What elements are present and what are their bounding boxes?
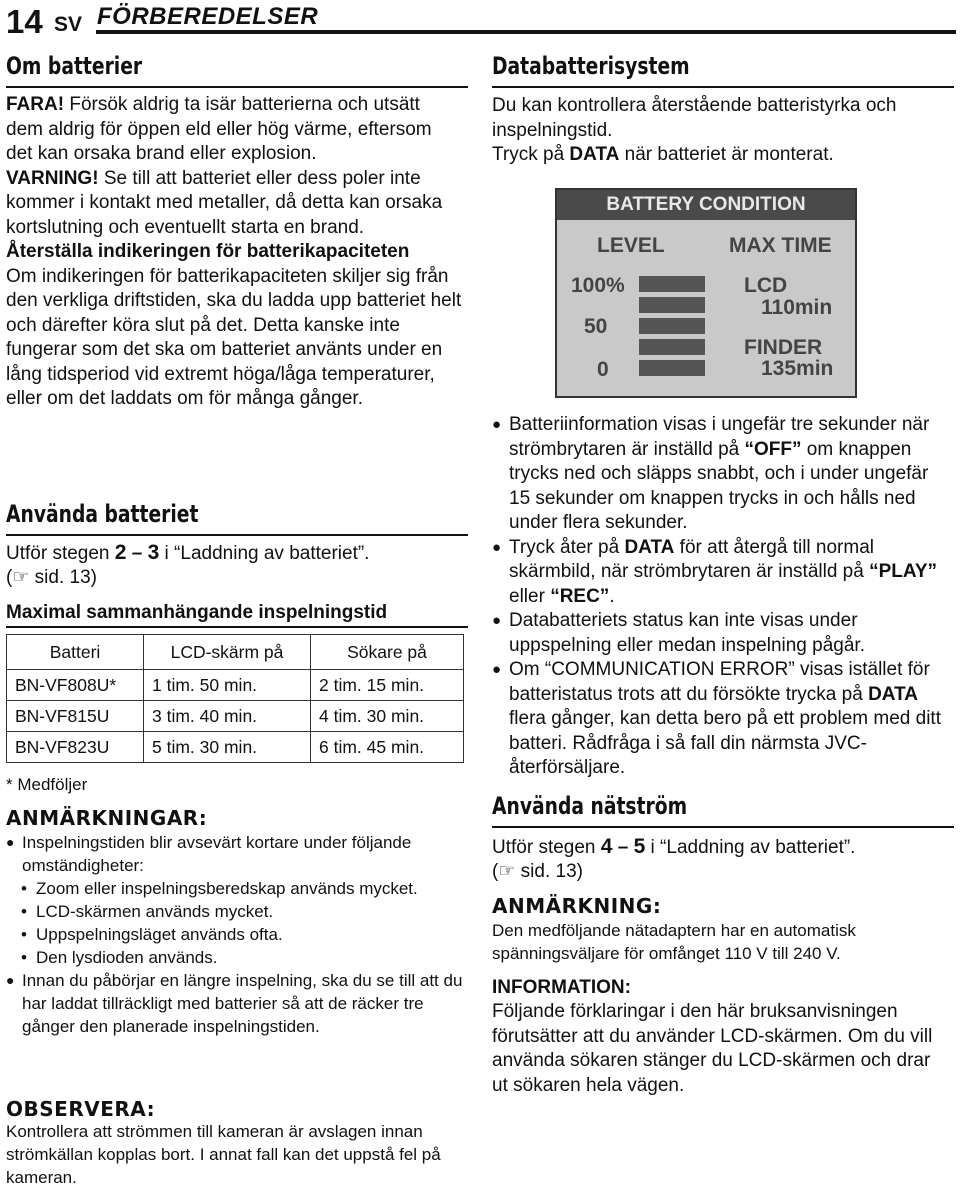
b2-rec: “REC”: [550, 585, 610, 607]
battery-level-segment: [639, 297, 705, 313]
note-subitem: • Zoom eller inspelningsberedskap används mycket.: [6, 877, 466, 900]
b2-end: .: [609, 585, 615, 607]
varning-label: VARNING!: [6, 167, 99, 189]
b1-pre: Batteriinformation visas i ungefär tre sekunder när strömbrytaren är inställd på: [509, 414, 930, 460]
table-title-rule: [6, 626, 468, 628]
section-title: FÖRBEREDELSER: [97, 3, 319, 30]
step-pre: Utför stegen: [6, 543, 115, 564]
b1-off: “OFF”: [744, 438, 802, 460]
b2-play: “PLAY”: [869, 561, 938, 582]
anmarkning-heading: ANMÄRKNING:: [492, 894, 662, 918]
om-batterier-rule: [6, 86, 468, 88]
step-from: 4: [600, 835, 613, 858]
finder-time: 135min: [761, 357, 834, 380]
page-number: 14: [6, 3, 43, 40]
data-note-item: ● Databatteriets status kan inte visas under uppspelning eller medan inspelning pågår.: [492, 609, 952, 658]
table-cell: 6 tim. 45 min.: [311, 732, 464, 763]
level-tick: 100%: [571, 274, 625, 297]
table-header-row: [7, 635, 464, 670]
note-subitem: • Uppspelningsläget används ofta.: [6, 923, 466, 946]
b4-pre: Om “COMMUNICATION ERROR” visas istället för batteristatus trots att du försökte trycka på: [509, 659, 930, 705]
observera-heading: OBSERVERA:: [6, 1097, 156, 1121]
information-text: Följande förklaringar i den här bruksanvisningen förutsätter att du använder LCD-skärmen. Om du vill använda sökaren stänger du LCD-skärmen och drar ut sökaren hela vägen.: [492, 1001, 933, 1096]
varning-text: Se till att batteriet eller dess poler inte kommer i kontakt med metaller, då detta kan orsaka kortslutning och eventuellt starta en brand.: [6, 167, 443, 238]
anmarkning-text: Den medföljande nätadaptern har en automatisk spänningsväljare för omfånget 110 V till 240 V.: [492, 921, 856, 963]
battery-condition-screen: [555, 188, 857, 398]
header-rule: [96, 30, 956, 34]
b4-post: flera gånger, kan detta bero på ett problem med ditt batteri. Rådfråga i så fall din närmsta JVC-återförsäljare.: [509, 708, 941, 778]
b1-post: om knappen trycks ned och släpps snabbt, och i under ungefär 15 sekunder om knappen trycks in och hålls ned under flera sekunder.: [509, 438, 929, 533]
ref-text: sid. 13): [29, 567, 97, 588]
observera-text: Kontrollera att strömmen till kameran är avslagen innan strömkällan kopplas bort. I annat fall kan det uppstå fel på kameran.: [6, 1122, 441, 1187]
b2-pre: Tryck åter på: [509, 536, 625, 558]
b2-mid: för att återgå till normal skärmbild, när strömbrytaren är inställd på: [509, 536, 874, 582]
note-item: ● Innan du påbörjar en längre inspelning, ska du se till att du har laddat tillräckligt med batterier så att de räcker tre gånger den planerade inspelningstiden.: [6, 969, 466, 1038]
table-header-cell: Sökare på: [311, 635, 464, 670]
fara-text: Försök aldrig ta isär batterierna och utsätt dem aldrig för öppen eld eller hög värme, eftersom det kan orsaka brand eller explosion.: [6, 94, 432, 164]
databatteri-notes: [492, 413, 952, 781]
level-tick: 50: [584, 315, 608, 338]
databatteri-heading: Databatterisystem: [492, 52, 690, 80]
reset-title: Återställa indikeringen för batterikapaciteten: [6, 241, 410, 262]
fara-label: FARA!: [6, 94, 65, 115]
intro-text: Du kan kontrollera återstående batteristyrka och inspelningstid.: [492, 95, 897, 141]
recording-time-table: [6, 634, 464, 763]
table-footnote: * Medföljer: [6, 775, 88, 794]
note-subitem: • LCD-skärmen används mycket.: [6, 900, 466, 923]
table-cell: 2 tim. 15 min.: [311, 670, 464, 701]
table-row: [7, 732, 464, 763]
table-title: Maximal sammanhängande inspelningstid: [6, 602, 388, 623]
data-note-item: [492, 658, 952, 781]
step-post: i “Laddning av batteriet”.: [159, 543, 370, 564]
table-row: [7, 701, 464, 732]
step-to: 5: [633, 835, 646, 858]
level-tick: 0: [597, 358, 609, 381]
finder-label: FINDER: [744, 336, 823, 359]
databatteri-intro: [492, 94, 952, 168]
b4-key: DATA: [868, 683, 919, 705]
b2-or: eller: [509, 585, 551, 607]
battery-level-segment: [639, 339, 705, 355]
ref-open: (: [6, 567, 13, 588]
step-pre: Utför stegen: [492, 837, 601, 858]
anmarkningar-heading: ANMÄRKNINGAR:: [6, 806, 208, 830]
anvanda-batteriet-rule: [6, 534, 468, 536]
data-note-item: [492, 536, 952, 610]
databatteri-rule: [492, 86, 954, 88]
lcd-time: 110min: [761, 296, 833, 319]
data-key: DATA: [569, 144, 620, 165]
language-code: SV: [54, 13, 83, 36]
fara-paragraph: [6, 93, 454, 167]
table-cell: BN-VF815U: [7, 701, 144, 732]
table-cell: 4 tim. 30 min.: [311, 701, 464, 732]
table-header-cell: LCD-skärm på: [144, 635, 311, 670]
varning-paragraph: [6, 167, 466, 241]
press-post: när batteriet är monterat.: [619, 144, 834, 165]
battery-condition-title: BATTERY CONDITION: [557, 190, 855, 220]
natstrom-rule: [492, 826, 954, 828]
max-time-label: MAX TIME: [729, 234, 832, 257]
ac-steps: [492, 835, 855, 884]
natstrom-heading: Använda nätström: [492, 792, 688, 820]
ref-open: (: [492, 861, 499, 882]
anvanda-batteriet-heading: Använda batteriet: [6, 500, 199, 528]
note-item: ● Inspelningstiden blir avsevärt kortare under följande omständigheter:: [6, 831, 466, 877]
table-cell: 5 tim. 30 min.: [144, 732, 311, 763]
data-note-item: [492, 413, 952, 536]
note-subitem: • Den lysdioden används.: [6, 946, 466, 969]
reset-text: Om indikeringen för batterikapaciteten skiljer sig från den verkliga driftstiden, ska du ladda upp batteriet helt och därefter köra slut på det. Detta kanske inte fungerar som det ska om batteriet använts under en lång tidsperiod vid extremt höga/låga temperaturer, eller om det laddats om för många gånger.: [6, 265, 462, 409]
battery-level-segment: [639, 360, 705, 376]
lcd-label: LCD: [744, 274, 788, 297]
om-batterier-body: [6, 93, 466, 412]
step-from: 2: [114, 541, 127, 564]
step-dash: –: [612, 837, 634, 858]
battery-steps: [6, 541, 369, 590]
press-pre: Tryck på: [492, 144, 570, 165]
pointing-hand-icon: ☞: [12, 567, 30, 588]
battery-level-segment: [639, 318, 705, 334]
table-header-cell: Batteri: [7, 635, 144, 670]
information-heading: INFORMATION:: [492, 977, 631, 998]
step-to: 3: [147, 541, 160, 564]
table-cell: BN-VF823U: [7, 732, 144, 763]
anmarkningar-list: [6, 831, 466, 1038]
table-cell: BN-VF808U*: [7, 670, 144, 701]
battery-level-segment: [639, 276, 705, 292]
ref-text: sid. 13): [515, 861, 583, 882]
step-post: i “Laddning av batteriet”.: [645, 837, 856, 858]
step-dash: –: [126, 543, 148, 564]
om-batterier-heading: Om batterier: [6, 52, 143, 80]
press-data-line: [492, 143, 952, 168]
table-cell: 1 tim. 50 min.: [144, 670, 311, 701]
b2-key: DATA: [624, 536, 675, 558]
pointing-hand-icon: ☞: [498, 861, 516, 882]
level-label: LEVEL: [597, 234, 665, 257]
table-row: [7, 670, 464, 701]
table-cell: 3 tim. 40 min.: [144, 701, 311, 732]
